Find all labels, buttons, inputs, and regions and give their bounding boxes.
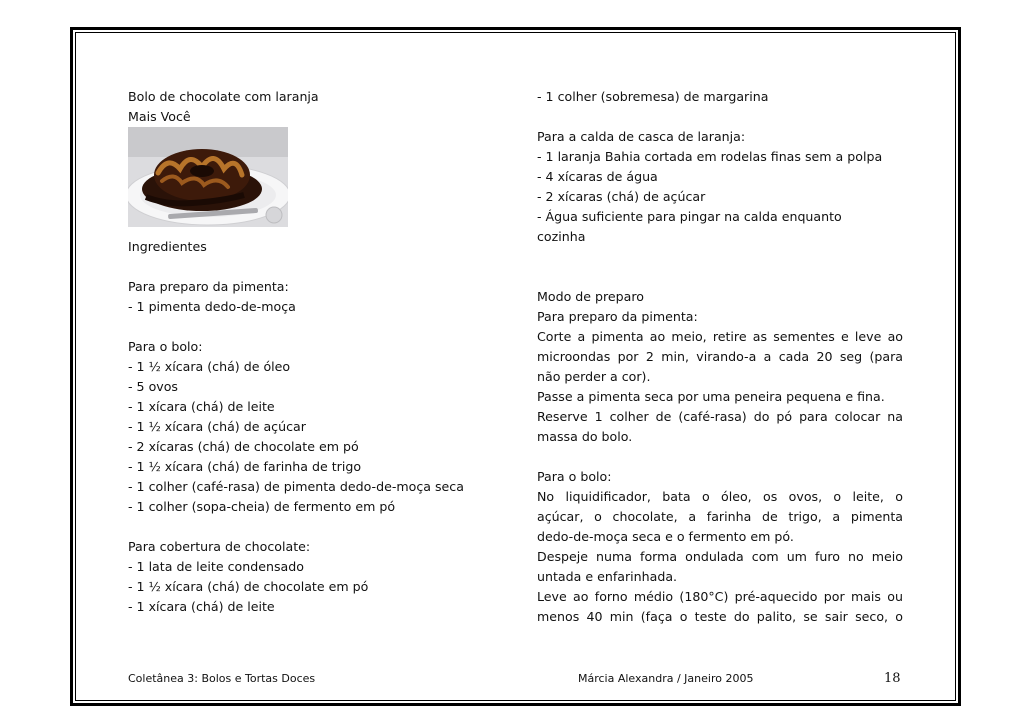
- list-item-continuation: cozinha: [537, 229, 586, 244]
- paragraph-line: No liquidificador, bata o óleo, os ovos, o leite, o: [537, 489, 903, 504]
- list-item: - 1 xícara (chá) de leite: [128, 599, 275, 614]
- recipe-title: Bolo de chocolate com laranja: [128, 89, 319, 104]
- list-item: - 1 laranja Bahia cortada em rodelas finas sem a polpa: [537, 149, 883, 164]
- ingredients-heading: Ingredientes: [128, 239, 207, 254]
- paragraph-line: Corte a pimenta ao meio, retire as sementes e leve ao: [537, 329, 903, 344]
- list-item: - 2 xícaras (chá) de açúcar: [537, 189, 706, 204]
- right-column: [537, 87, 903, 627]
- list-item: - 1 ½ xícara (chá) de açúcar: [128, 419, 306, 434]
- list-item: - 4 xícaras de água: [537, 169, 658, 184]
- modo-bolo-heading: Para o bolo:: [537, 469, 612, 484]
- list-item: - 1 ½ xícara (chá) de farinha de trigo: [128, 459, 362, 474]
- paragraph-line: Passe a pimenta seca por uma peneira pequena e fina.: [537, 389, 885, 404]
- paragraph-line: Leve ao forno médio (180°C) pré-aquecido por mais ou: [537, 589, 903, 604]
- cobertura-heading: Para cobertura de chocolate:: [128, 539, 311, 554]
- list-item: - 1 lata de leite condensado: [128, 559, 304, 574]
- cake-illustration: [128, 127, 288, 227]
- modo-pimenta-heading: Para preparo da pimenta:: [537, 309, 698, 324]
- paragraph-line: Reserve 1 colher de (café-rasa) do pó para colocar na: [537, 409, 903, 424]
- list-item: - 1 colher (sobremesa) de margarina: [537, 89, 769, 104]
- list-item: - 1 ½ xícara (chá) de óleo: [128, 359, 291, 374]
- paragraph-line: untada e enfarinhada.: [537, 569, 678, 584]
- cake-photo: [128, 127, 288, 227]
- list-item: - 1 pimenta dedo-de-moça: [128, 299, 296, 314]
- list-item: - 1 ½ xícara (chá) de chocolate em pó: [128, 579, 369, 594]
- paragraph-line: microondas por 2 min, virando-a a cada 20 seg (para: [537, 349, 903, 364]
- list-item: - 5 ovos: [128, 379, 178, 394]
- pimenta-heading: Para preparo da pimenta:: [128, 279, 289, 294]
- list-item: - 2 xícaras (chá) de chocolate em pó: [128, 439, 359, 454]
- list-item: - 1 colher (café-rasa) de pimenta dedo-de-moça seca: [128, 479, 464, 494]
- left-column: [128, 87, 498, 617]
- recipe-source: Mais Você: [128, 109, 191, 124]
- list-item: - Água suficiente para pingar na calda enquanto: [537, 209, 842, 224]
- paragraph-line: Despeje numa forma ondulada com um furo no meio: [537, 549, 903, 564]
- page-number: 18: [884, 671, 901, 686]
- modo-heading: Modo de preparo: [537, 289, 644, 304]
- calda-heading: Para a calda de casca de laranja:: [537, 129, 746, 144]
- paragraph-line: não perder a cor).: [537, 369, 651, 384]
- list-item: - 1 xícara (chá) de leite: [128, 399, 275, 414]
- footer-author-date: Márcia Alexandra / Janeiro 2005: [578, 672, 754, 685]
- footer-collection-title: Coletânea 3: Bolos e Tortas Doces: [128, 672, 316, 685]
- paragraph-line: menos 40 min (faça o teste do palito, se sair seco, o: [537, 609, 903, 624]
- list-item: - 1 colher (sopa-cheia) de fermento em pó: [128, 499, 396, 514]
- paragraph-line: açúcar, o chocolate, a farinha de trigo, a pimenta: [537, 509, 903, 524]
- bolo-heading: Para o bolo:: [128, 339, 203, 354]
- paragraph-line: dedo-de-moça seca e o fermento em pó.: [537, 529, 794, 544]
- paragraph-line: massa do bolo.: [537, 429, 633, 444]
